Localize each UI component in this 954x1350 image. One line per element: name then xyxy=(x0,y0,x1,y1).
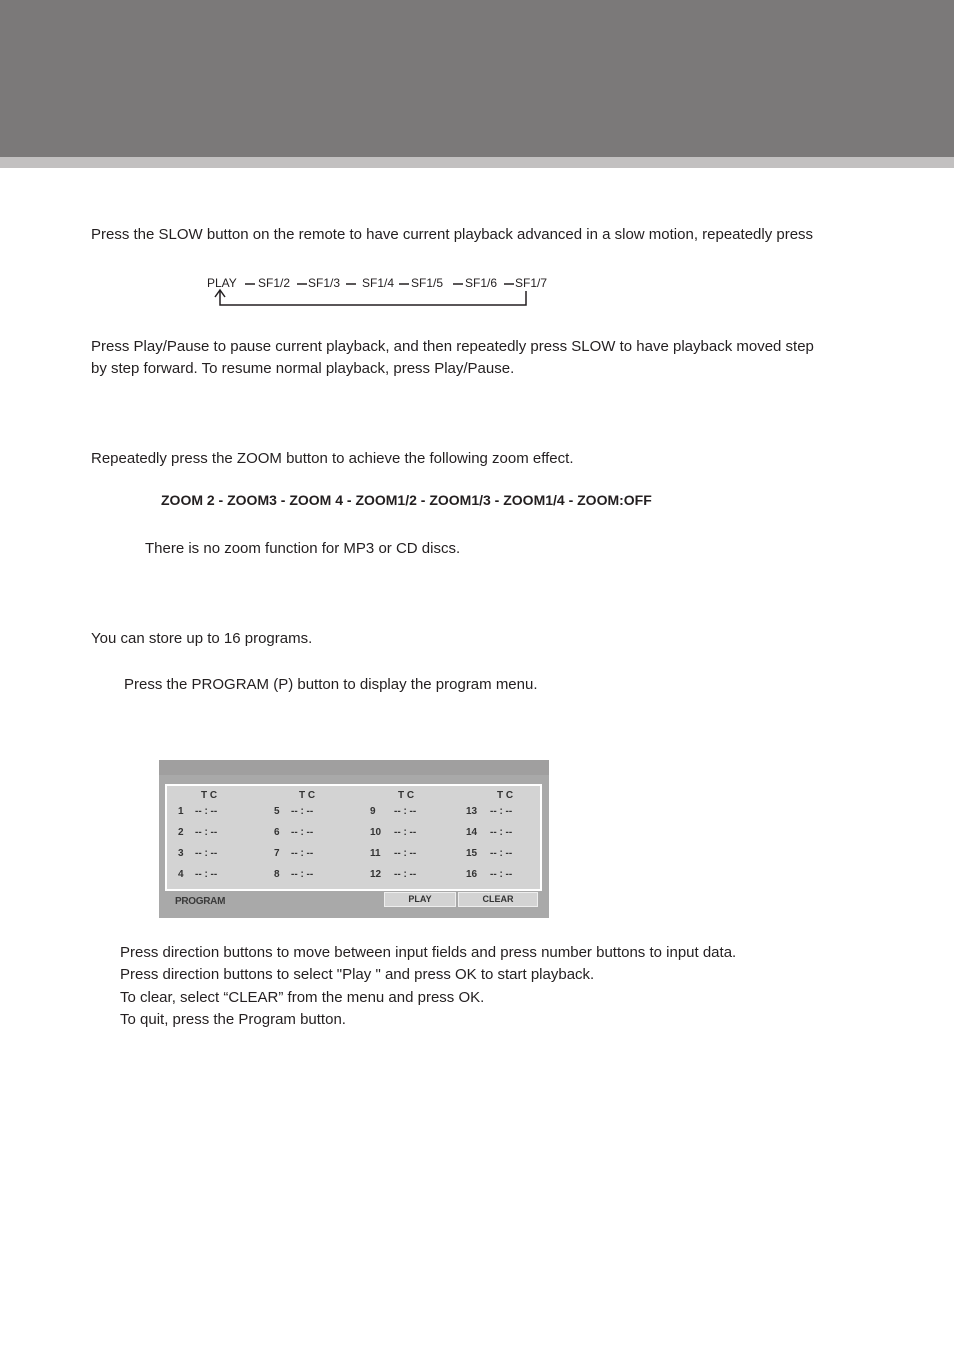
program-slot-value[interactable]: -- : -- xyxy=(195,869,218,880)
program-slot-value[interactable]: -- : -- xyxy=(490,869,513,880)
program-slot-number: 7 xyxy=(274,848,280,859)
program-slot-value[interactable]: -- : -- xyxy=(490,848,513,859)
program-slot-value[interactable]: -- : -- xyxy=(195,806,218,817)
instruction-line: Press direction buttons to move between input fields and press number buttons to input data. xyxy=(120,944,737,961)
instruction-line: Press direction buttons to select "Play " and press OK to start playback. xyxy=(120,966,595,983)
program-slot-number: 13 xyxy=(466,806,478,817)
slow-sequence-diagram xyxy=(200,270,570,310)
slow-step-line2: by step forward. To resume normal playback, press Play/Pause. xyxy=(91,360,515,377)
program-slot-value[interactable]: -- : -- xyxy=(394,848,417,859)
program-menu-screenshot xyxy=(159,760,549,918)
column-header-tc: T C xyxy=(398,790,415,801)
clear-button[interactable]: CLEAR xyxy=(458,892,538,907)
program-slot-number: 14 xyxy=(466,827,478,838)
zoom-intro: Repeatedly press the ZOOM button to achieve the following zoom effect. xyxy=(91,450,574,467)
program-slot-number: 8 xyxy=(274,869,280,880)
header-stripe xyxy=(0,157,954,168)
program-step1: Press the PROGRAM (P) button to display the program menu. xyxy=(124,676,538,693)
program-intro: You can store up to 16 programs. xyxy=(91,630,313,647)
seq-sf-1-2: SF1/2 xyxy=(258,276,291,290)
column-header-tc: T C xyxy=(201,790,218,801)
slow-step-line1: Press Play/Pause to pause current playback, and then repeatedly press SLOW to have playback moved step xyxy=(91,338,814,355)
program-slot-number: 16 xyxy=(466,869,478,880)
seq-sf-1-3: SF1/3 xyxy=(308,276,341,290)
program-slot-number: 1 xyxy=(178,806,184,817)
instruction-line: To clear, select “CLEAR” from the menu and press OK. xyxy=(120,989,485,1006)
program-slot-value[interactable]: -- : -- xyxy=(291,806,314,817)
column-header-tc: T C xyxy=(299,790,316,801)
seq-sf-1-4: SF1/4 xyxy=(362,276,395,290)
program-slot-value[interactable]: -- : -- xyxy=(394,827,417,838)
program-slot-number: 9 xyxy=(370,806,376,817)
program-menu-label: PROGRAM xyxy=(175,896,226,907)
program-slot-value[interactable]: -- : -- xyxy=(195,848,218,859)
program-slot-value[interactable]: -- : -- xyxy=(394,869,417,880)
program-slot-number: 11 xyxy=(370,848,381,859)
program-slot-number: 2 xyxy=(178,827,184,838)
seq-sf-1-5: SF1/5 xyxy=(411,276,444,290)
program-slot-value[interactable]: -- : -- xyxy=(490,806,513,817)
program-slot-number: 15 xyxy=(466,848,478,859)
program-slot-value[interactable]: -- : -- xyxy=(291,827,314,838)
program-slot-number: 12 xyxy=(370,869,382,880)
program-slot-number: 4 xyxy=(178,869,184,880)
program-slot-value[interactable]: -- : -- xyxy=(291,848,314,859)
column-header-tc: T C xyxy=(497,790,514,801)
program-slot-number: 3 xyxy=(178,848,184,859)
seq-play: PLAY xyxy=(207,276,237,290)
seq-sf-1-6: SF1/6 xyxy=(465,276,498,290)
program-slot-number: 10 xyxy=(370,827,382,838)
program-slot-value[interactable]: -- : -- xyxy=(490,827,513,838)
program-menu-topbar xyxy=(159,760,549,775)
slow-intro: Press the SLOW button on the remote to have current playback advanced in a slow motion, repeatedly press xyxy=(91,226,814,243)
header-band xyxy=(0,0,954,157)
program-slot-value[interactable]: -- : -- xyxy=(394,806,417,817)
program-slot-value[interactable]: -- : -- xyxy=(195,827,218,838)
play-button[interactable]: PLAY xyxy=(384,892,456,907)
program-slot-number: 5 xyxy=(274,806,280,817)
program-grid xyxy=(165,784,542,891)
seq-sf-1-7: SF1/7 xyxy=(515,276,548,290)
instruction-line: To quit, press the Program button. xyxy=(120,1011,346,1028)
program-slot-value[interactable]: -- : -- xyxy=(291,869,314,880)
zoom-sequence: ZOOM 2 - ZOOM3 - ZOOM 4 - ZOOM1/2 - ZOOM1/3 - ZOOM1/4 - ZOOM:OFF xyxy=(161,492,652,508)
program-slot-number: 6 xyxy=(274,827,280,838)
zoom-note: There is no zoom function for MP3 or CD discs. xyxy=(145,540,461,557)
